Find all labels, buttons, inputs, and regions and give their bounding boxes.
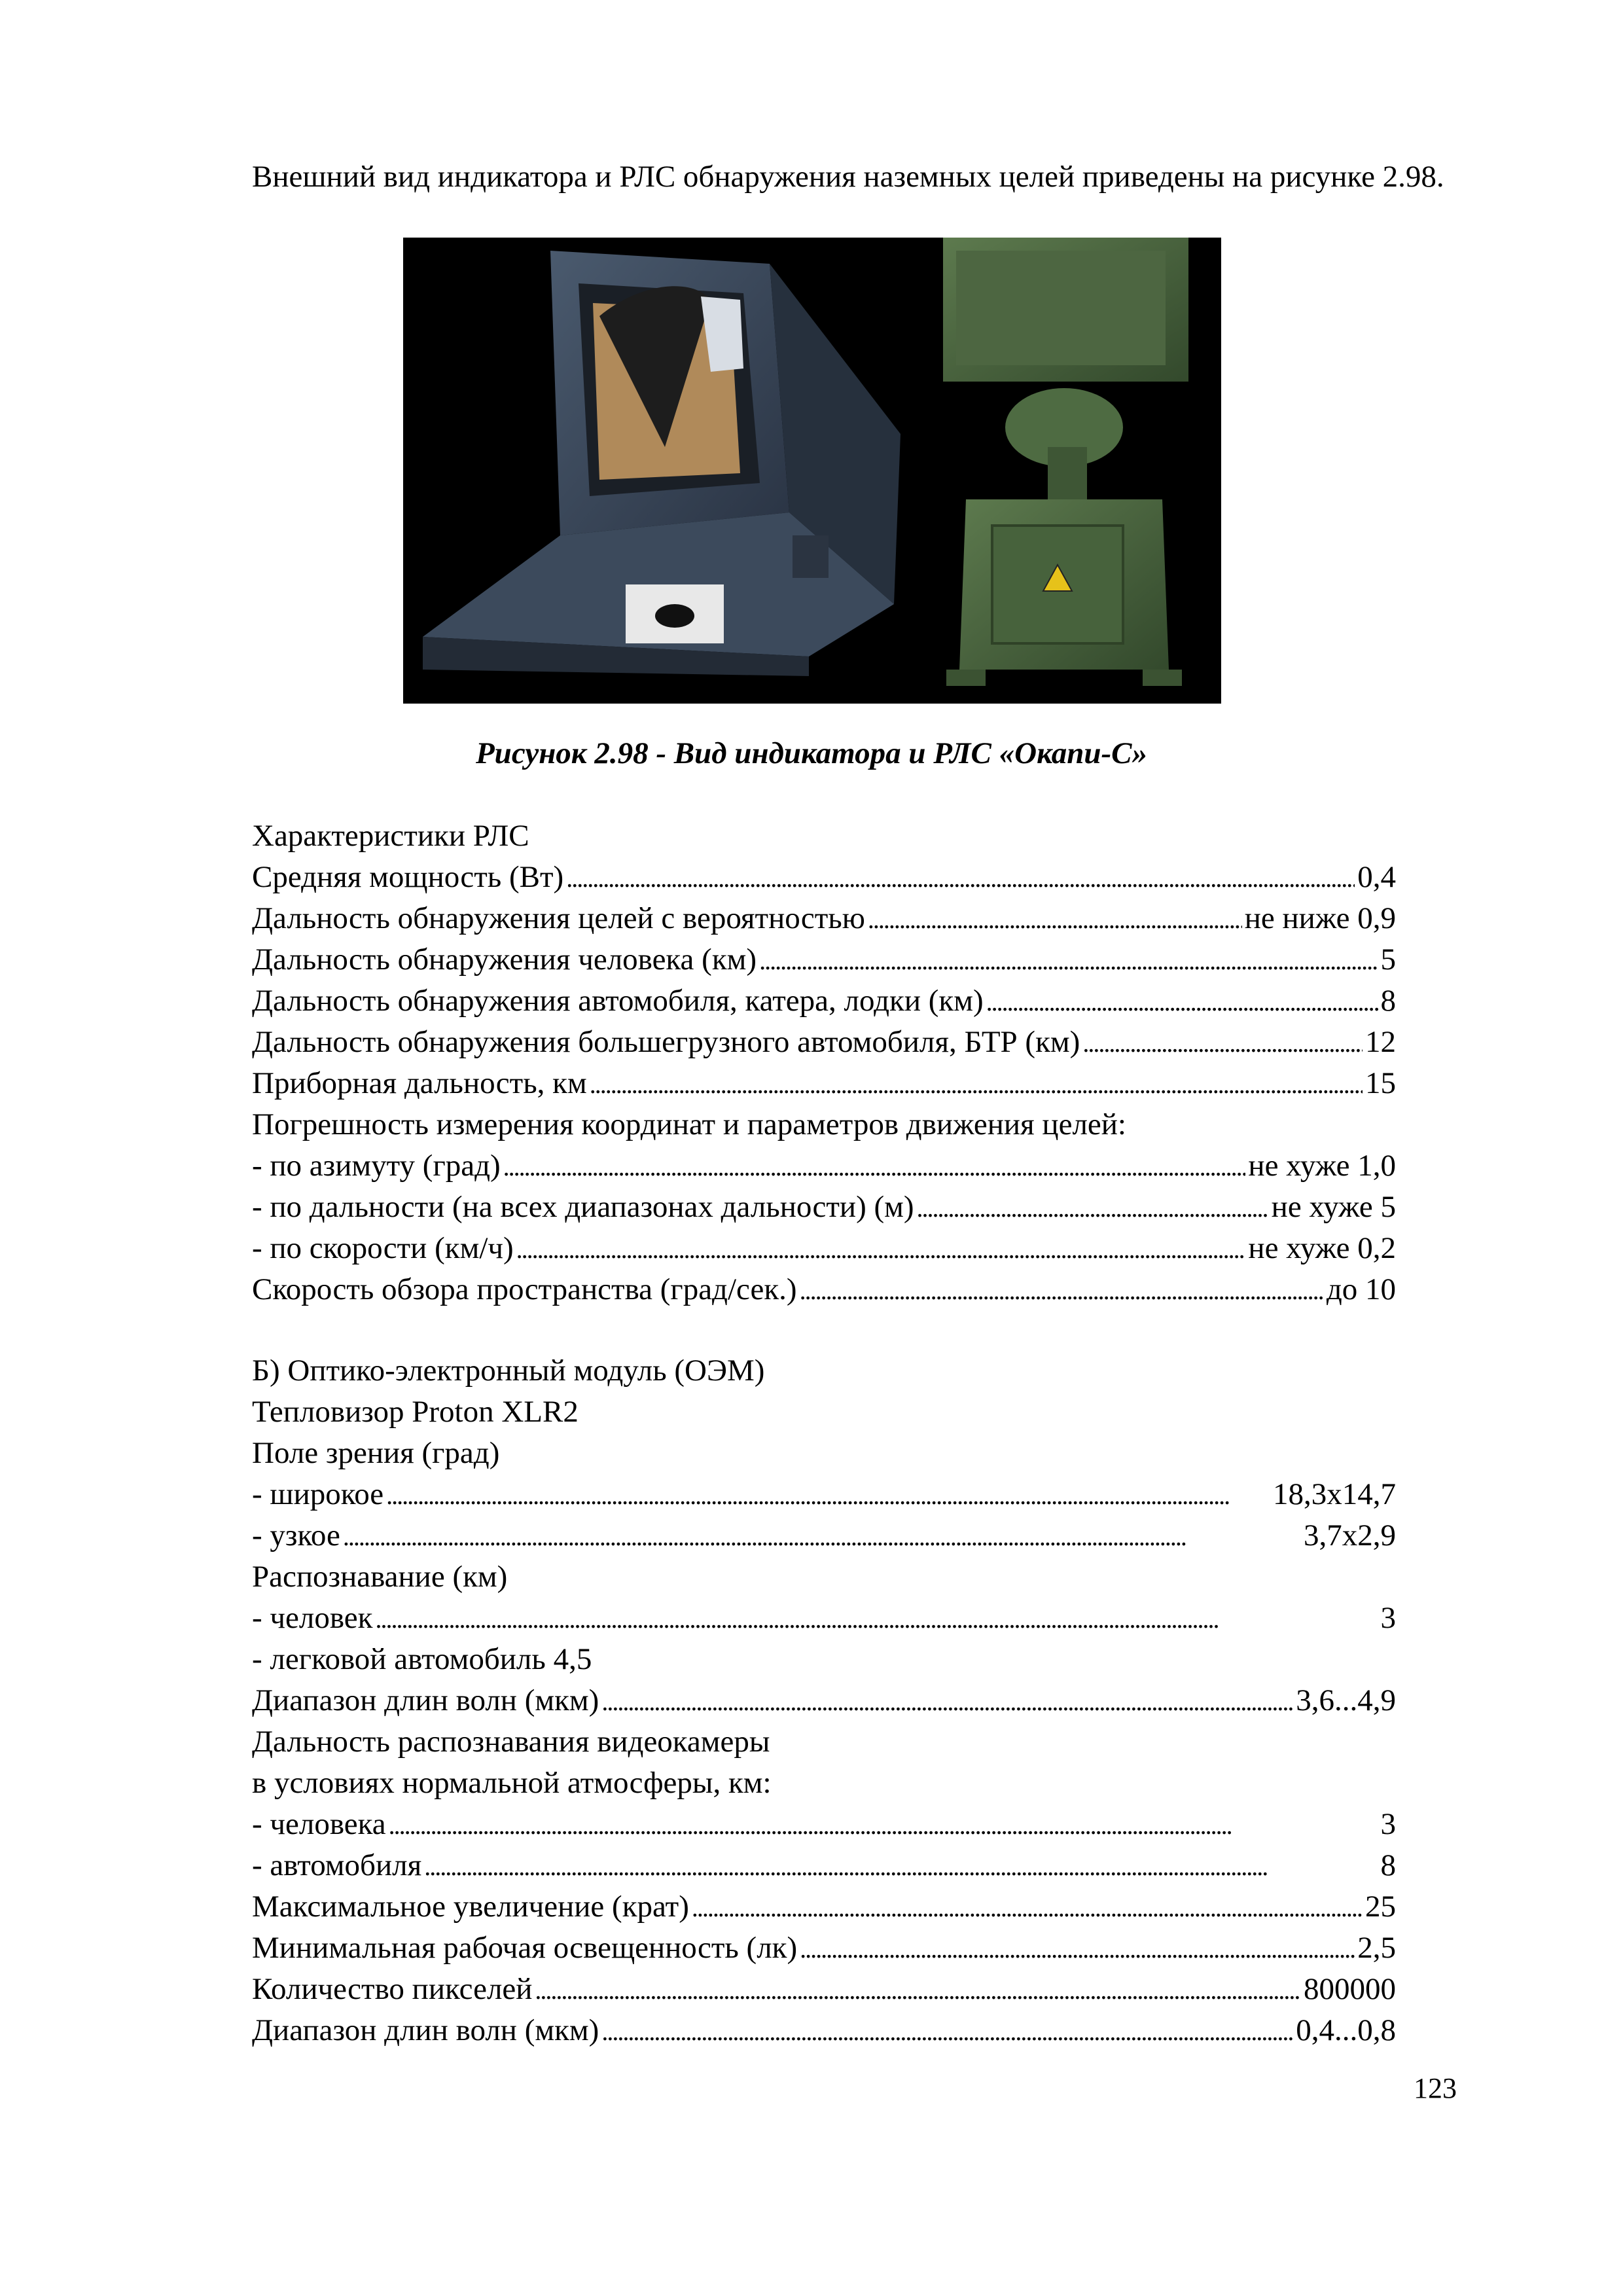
spec-value: 8 — [1380, 984, 1396, 1018]
dot-leader — [1082, 1024, 1363, 1060]
spec-row — [252, 983, 1396, 1024]
figure-caption: Рисунок 2.98 - Вид индикатора и РЛС «Окапи-С» — [475, 736, 1148, 770]
spec-row — [252, 1148, 1396, 1189]
spec-row — [252, 1889, 1396, 1930]
spec-value: 3 — [1380, 1807, 1396, 1841]
spec-label: Количество пикселей — [252, 1972, 533, 2006]
spec-value: 3 — [1380, 1601, 1396, 1635]
spec-row — [252, 1477, 1396, 1518]
dot-leader — [386, 1477, 1270, 1512]
camera-subheading: в условиях нормальной атмосферы, км: — [252, 1766, 772, 1800]
spec-value: 0,4 — [1357, 860, 1396, 894]
car-recognition-line: - легковой автомобиль 4,5 — [252, 1642, 592, 1676]
spec-value: 15 — [1365, 1066, 1396, 1100]
spec-label: - узкое — [252, 1518, 340, 1552]
spec-label: - автомобиля — [252, 1848, 422, 1882]
spec-label: Средняя мощность (Вт) — [252, 860, 564, 894]
spec-value: не хуже 5 — [1271, 1190, 1396, 1224]
dot-leader — [759, 942, 1378, 977]
camera-specs-list — [252, 1806, 1396, 2054]
spec-row — [252, 1272, 1396, 1313]
spec-value: 0,4...0,8 — [1296, 2013, 1396, 2047]
thermal-imager: Тепловизор Proton XLR2 — [252, 1395, 579, 1429]
dot-leader — [601, 2013, 1293, 2048]
spec-label: - по скорости (км/ч) — [252, 1231, 514, 1265]
spec-row — [252, 1683, 1396, 1724]
spec-row — [252, 901, 1396, 942]
spec-value: до 10 — [1326, 1272, 1396, 1306]
radar-and-indicator-illustration — [403, 238, 1221, 704]
spec-row — [252, 1848, 1396, 1889]
figure-photo — [403, 238, 1221, 704]
spec-value: 800000 — [1304, 1972, 1396, 2006]
spacer — [252, 1313, 1396, 1353]
spec-value: 2,5 — [1357, 1931, 1396, 1965]
spec-label: - человек — [252, 1601, 373, 1635]
page-number: 123 — [1414, 2072, 1457, 2104]
dot-leader — [800, 1272, 1324, 1307]
spec-value: 5 — [1380, 942, 1396, 977]
dot-leader — [389, 1806, 1378, 1842]
spec-value: не хуже 0,2 — [1248, 1231, 1396, 1265]
section-heading — [252, 818, 1396, 859]
spec-label: - человека — [252, 1807, 386, 1841]
errors-heading-line — [252, 1107, 1396, 1148]
spec-label: Дальность обнаружения целей с вероятностью — [252, 901, 865, 935]
spec-row — [252, 1230, 1396, 1272]
spec-row — [252, 1066, 1396, 1107]
spec-row — [252, 1189, 1396, 1230]
radar-heading: Характеристики РЛС — [252, 819, 529, 853]
recognition-specs-list — [252, 1600, 1396, 1641]
dot-leader — [503, 1148, 1246, 1183]
radar-unit — [943, 238, 1188, 686]
spec-row — [252, 1806, 1396, 1848]
recognition-heading: Распознавание (км) — [252, 1560, 508, 1594]
dot-leader — [375, 1600, 1378, 1636]
spec-value: 8 — [1380, 1848, 1396, 1882]
dot-leader — [516, 1230, 1246, 1266]
spec-row — [252, 1930, 1396, 1971]
spec-value: не ниже 0,9 — [1244, 901, 1396, 935]
spec-label: Приборная дальность, км — [252, 1066, 587, 1100]
spec-row — [252, 1600, 1396, 1641]
spec-label: Дальность обнаружения человека (км) — [252, 942, 757, 977]
radar-specs-list — [252, 859, 1396, 1107]
spec-label: Минимальная рабочая освещенность (лк) — [252, 1931, 798, 1965]
dot-leader — [590, 1066, 1363, 1101]
dot-leader — [535, 1971, 1301, 2007]
dot-leader — [868, 901, 1242, 936]
spec-label: - широкое — [252, 1477, 384, 1511]
spec-row — [252, 942, 1396, 983]
dot-leader — [917, 1189, 1269, 1225]
spec-value: 3,7x2,9 — [1304, 1518, 1396, 1552]
spec-value: 18,3x14,7 — [1273, 1477, 1396, 1511]
spec-value: 12 — [1365, 1025, 1396, 1059]
spec-row — [252, 1971, 1396, 2013]
spec-value: 25 — [1365, 1890, 1396, 1924]
intro-paragraph: Внешний вид индикатора и РЛС обнаружения наземных целей приведены на рисунке 2.98. — [252, 160, 1444, 194]
oem-heading: Б) Оптико-электронный модуль (ОЭМ) — [252, 1354, 765, 1388]
spec-value: 3,6...4,9 — [1296, 1683, 1396, 1717]
spec-value: не хуже 1,0 — [1248, 1149, 1396, 1183]
dot-leader — [800, 1930, 1355, 1965]
dot-leader — [566, 859, 1355, 895]
spec-label: Дальность обнаружения автомобиля, катера, лодки (км) — [252, 984, 984, 1018]
fov-heading: Поле зрения (град) — [252, 1436, 500, 1470]
spec-label: - по азимуту (град) — [252, 1149, 501, 1183]
dot-leader — [986, 983, 1378, 1018]
spec-label: - по дальности (на всех диапазонах дальности) (м) — [252, 1190, 914, 1224]
spec-label: Диапазон длин волн (мкм) — [252, 2013, 599, 2047]
spec-label: Дальность обнаружения большегрузного автомобиля, БТР (км) — [252, 1025, 1080, 1059]
camera-heading: Дальность распознавания видеокамеры — [252, 1725, 770, 1759]
indicator-console — [423, 251, 901, 676]
spec-label: Максимальное увеличение (крат) — [252, 1890, 689, 1924]
spec-row — [252, 1518, 1396, 1559]
fov-specs-list — [252, 1477, 1396, 1559]
spec-row — [252, 1024, 1396, 1066]
errors-heading: Погрешность измерения координат и параметров движения целей: — [252, 1107, 1126, 1141]
spec-label: Диапазон длин волн (мкм) — [252, 1683, 599, 1717]
dot-leader — [601, 1683, 1293, 1718]
dot-leader — [424, 1848, 1378, 1883]
dot-leader — [692, 1889, 1363, 1924]
spec-row — [252, 859, 1396, 901]
dot-leader — [343, 1518, 1301, 1553]
spec-row — [252, 2013, 1396, 2054]
error-specs-list — [252, 1148, 1396, 1313]
specifications — [252, 818, 1396, 2054]
spec-label: Скорость обзора пространства (град/сек.) — [252, 1272, 797, 1306]
